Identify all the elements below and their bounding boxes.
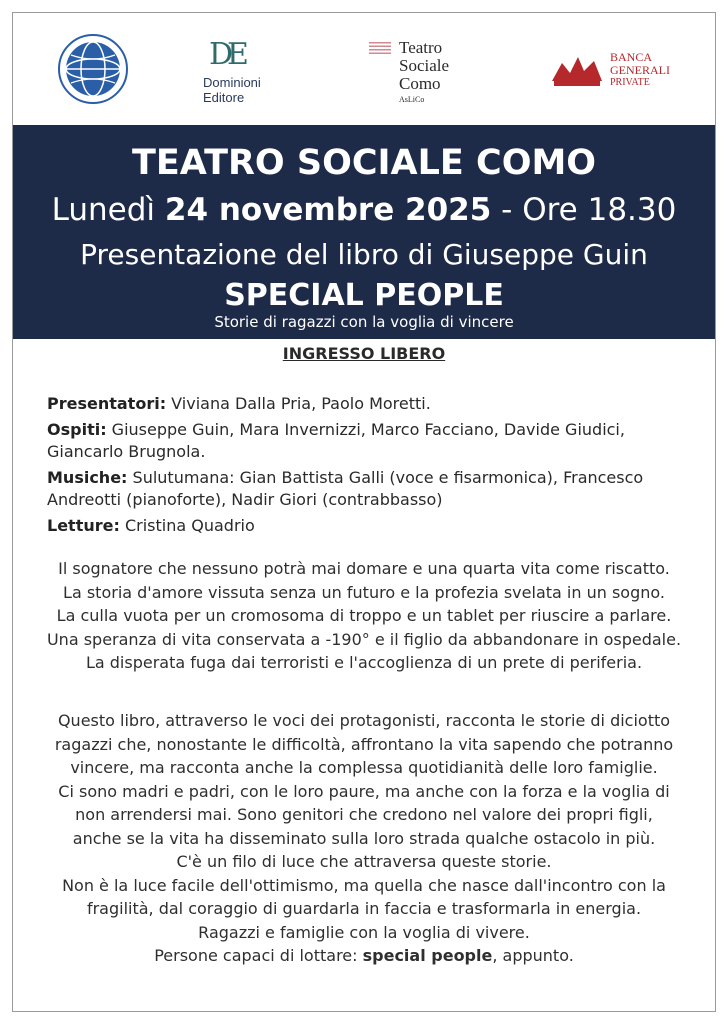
story-summary-paragraph [21,557,707,675]
date-prefix: Lunedì [51,192,165,228]
text-line: vincere, ma racconta anche la complessa quotidianità delle loro famiglie. [70,758,658,777]
winged-lion-icon [548,51,606,91]
dominioni-name: Dominioni [203,75,261,90]
theatre-lines-icon [369,42,391,54]
free-entrance-heading: INGRESSO LIBERO [282,344,446,363]
credit-text: Sulutumana: Gian Battista Galli (voce e fisarmonica), Francesco Andreotti (pianoforte), Nadir Giori (contrabbasso) [47,468,644,509]
logo-bar [13,13,715,125]
text-line: Ragazzi e famiglie con la voglia di vivere. [198,922,530,942]
event-header-band [13,125,715,339]
text-line: La storia d'amore vissuta senza un futuro e la profezia svelata in un sogno. [63,582,665,602]
generali-word: GENERALI [610,63,670,77]
date-bold: 24 novembre 2025 [164,192,492,228]
text-line: ragazzi che, nonostante le difficoltà, affrontano la vita sapendo che potranno [54,734,674,754]
banca-word: BANCA [610,50,653,64]
text-line: C'è un filo di luce che attraversa queste storie. [176,852,552,871]
aslico-word: AsLiCo [399,95,425,104]
credit-text: Giuseppe Guin, Mara Invernizzi, Marco Facciano, Davide Giudici, Giancarlo Brugnola. [47,420,625,461]
de-monogram: DE [209,37,243,72]
text-line: Non è la luce facile dell'ottimismo, ma quella che nasce dall'incontro con la [62,875,666,895]
book-title: SPECIAL PEOPLE [224,278,504,313]
credit-label: Letture: [47,516,120,535]
book-subtitle: Storie di ragazzi con la voglia di vincere [214,313,514,331]
credit-text: Viviana Dalla Pria, Paolo Moretti. [166,394,431,413]
presentation-line: Presentazione del libro di Giuseppe Guin [80,238,648,271]
text-line: Una speranza di vita conservata a -190° e il figlio da abbandonare in ospedale. [46,629,682,649]
banca-generali-logo [548,49,698,95]
credit-label: Ospiti: [47,420,107,439]
text-line: La disperata fuga dai terroristi e l'accoglienza di un prete di periferia. [85,653,643,672]
credit-readings [47,515,697,537]
credit-label: Presentatori: [47,394,167,413]
credit-presenters [47,393,697,415]
editore-name: Editore [203,90,245,105]
text-line: Questo libro, attraverso le voci dei protagonisti, racconta le storie di diciotto [57,711,671,730]
closing-prefix: Persone capaci di lottare: [154,946,363,965]
poster-frame [12,12,716,1012]
text-line: fragilità, dal coraggio di guardarla in faccia e trasformarla in energia. [86,899,642,918]
text-line: Ci sono madri e padri, con le loro paure, ma anche con la forza e la voglia di [58,781,670,801]
sociale-word: Sociale [399,56,450,75]
date-suffix: - Ore 18.30 [491,192,677,228]
text-line: Il sognatore che nessuno potrà mai domare e una quarta vita come riscatto. [58,559,670,578]
credit-music [47,467,697,511]
closing-suffix: , appunto. [492,946,574,965]
venue-title: TEATRO SOCIALE COMO [131,143,597,183]
text-line: anche se la vita ha disseminato sulla loro strada qualche ostacolo in più. [72,828,656,848]
credit-label: Musiche: [47,468,128,487]
globe-logo [57,33,129,105]
private-word: PRIVATE [610,77,650,88]
credits-list [47,393,697,541]
teatro-word: Teatro [399,38,443,57]
book-description-paragraph [21,709,707,968]
text-line: La culla vuota per un cromosoma di troppo e un tablet per riuscire a parlare. [56,606,672,625]
credit-text: Cristina Quadrio [119,516,255,535]
dominioni-editore-logo [203,37,293,107]
text-line: non arrendersi mai. Sono genitori che credono nel valore dei propri figli, [75,805,653,824]
credit-guests [47,419,697,463]
event-date [13,191,715,229]
como-word: Como [399,74,441,93]
teatro-sociale-como-logo [369,37,479,107]
closing-bold: special people [362,946,493,965]
closing-line [21,944,707,968]
